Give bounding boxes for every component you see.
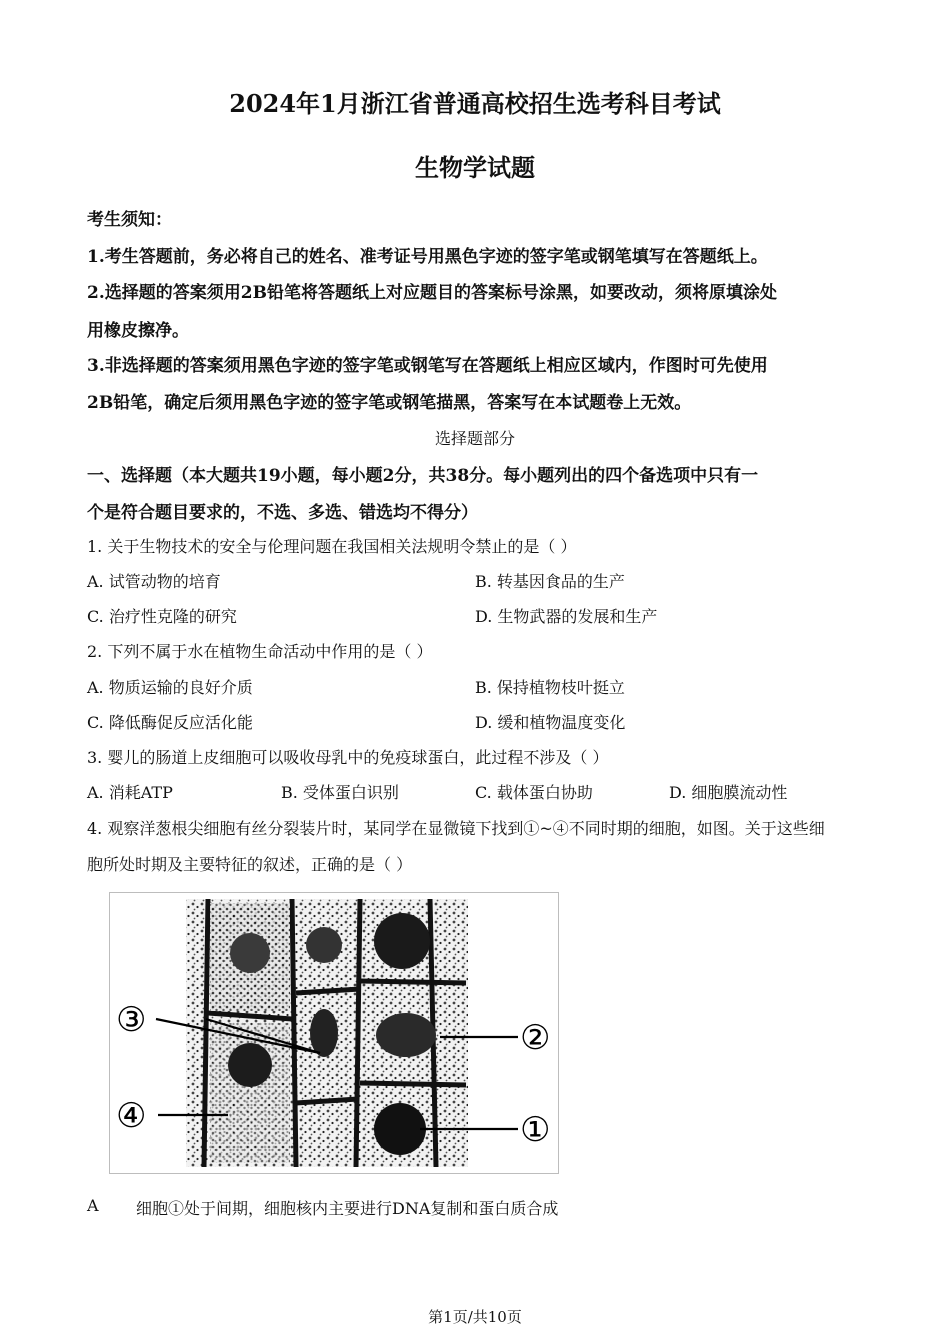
question-3-option-c: C. 载体蛋白协助 (475, 783, 593, 802)
question-2-option-c: C. 降低酶促反应活化能 (87, 713, 253, 732)
nucleus-cell-1 (374, 1103, 426, 1155)
question-3-option-a: A. 消耗ATP (87, 783, 173, 802)
nucleus-top-right (374, 913, 430, 969)
question-2-option-a: A. 物质运输的良好介质 (87, 678, 253, 697)
question-2-stem: 2. 下列不属于水在植物生命活动中作用的是（ ） (87, 642, 433, 661)
figure-label-2: ② (520, 1018, 551, 1058)
section-instruction-1: 一、选择题（本大题共19小题，每小题2分，共38分。每小题列出的四个备选项中只有一 (87, 466, 759, 486)
exam-subtitle: 生物学试题 (415, 153, 535, 182)
nucleus-cell-4 (228, 1043, 272, 1087)
figure-label-3: ③ (116, 1000, 147, 1040)
question-1-option-c: C. 治疗性克隆的研究 (87, 607, 237, 626)
section-instruction-2: 个是符合题目要求的，不选、多选、错选均不得分） (87, 503, 478, 523)
question-4-stem-line-2: 胞所处时期及主要特征的叙述，正确的是（ ） (87, 855, 413, 874)
section-label: 选择题部分 (434, 429, 515, 448)
question-1-option-d: D. 生物武器的发展和生产 (475, 607, 658, 626)
question-3-option-b: B. 受体蛋白识别 (281, 783, 399, 802)
onion-root-tip-micrograph (109, 892, 559, 1174)
question-4-stem-line-1: 4. 观察洋葱根尖细胞有丝分裂装片时，某同学在显微镜下找到①~④不同时期的细胞，如图。关于这些细 (87, 819, 825, 838)
exam-title: 2024年1月浙江省普通高校招生选考科目考试 (229, 89, 721, 118)
question-2-option-b: B. 保持植物枝叶挺立 (475, 678, 625, 697)
figure-label-1: ① (520, 1110, 551, 1150)
question-1-option-a: A. 试管动物的培育 (87, 572, 221, 591)
notice-line-2: 2.选择题的答案须用2B铅笔将答题纸上对应题目的答案标号涂黑，如要改动，须将原填涂处 (87, 283, 777, 303)
question-3-option-d: D. 细胞膜流动性 (669, 783, 788, 802)
page-footer: 第1页/共10页 (428, 1308, 522, 1326)
notice-line-1: 1.考生答题前，务必将自己的姓名、准考证号用黑色字迹的签字笔或钢笔填写在答题纸上。 (87, 247, 768, 267)
question-4-option-a-text: 细胞①处于间期，细胞核内主要进行DNA复制和蛋白质合成 (136, 1199, 559, 1218)
question-3-stem: 3. 婴儿的肠道上皮细胞可以吸收母乳中的免疫球蛋白，此过程不涉及（ ） (87, 748, 609, 767)
nucleus-cell-3 (310, 1009, 338, 1057)
notice-line-4: 3.非选择题的答案须用黑色字迹的签字笔或钢笔写在答题纸上相应区域内，作图时可先使用 (87, 356, 768, 376)
micrograph-illustration (110, 893, 558, 1173)
question-2-option-d: D. 缓和植物温度变化 (475, 713, 626, 732)
nucleus-cell-2 (376, 1013, 436, 1057)
question-4-option-a-letter: A (87, 1196, 99, 1215)
question-1-option-b: B. 转基因食品的生产 (475, 572, 625, 591)
notice-heading: 考生须知： (87, 210, 172, 230)
notice-line-3: 用橡皮擦净。 (87, 321, 189, 341)
figure-label-4: ④ (116, 1096, 147, 1136)
notice-line-5: 2B铅笔，确定后须用黑色字迹的签字笔或钢笔描黑，答案写在本试题卷上无效。 (87, 393, 692, 413)
question-1-stem: 1. 关于生物技术的安全与伦理问题在我国相关法规明令禁止的是（ ） (87, 537, 577, 556)
